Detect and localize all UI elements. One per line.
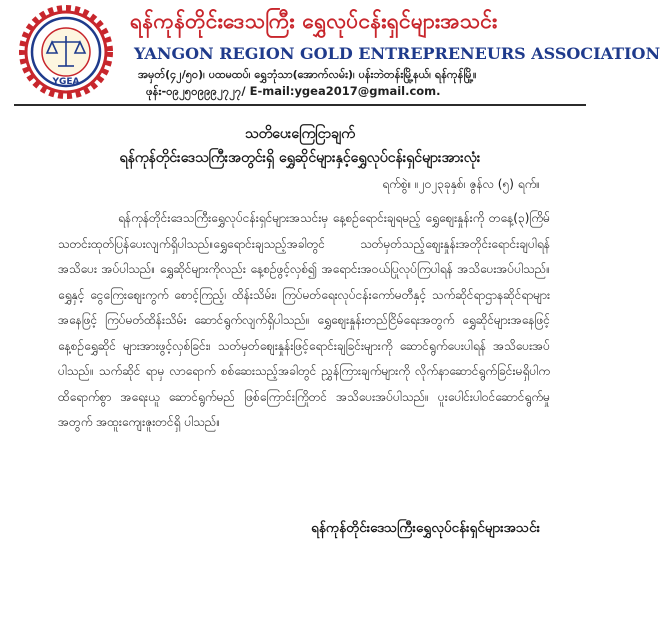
org-name-myanmar: ရန်ကုန်တိုင်းဒေသကြီး ရွှေလုပ်ငန်းရှင်များအသင်း bbox=[130, 9, 498, 33]
header-divider bbox=[14, 104, 586, 106]
logo-text: YGEA bbox=[52, 77, 80, 87]
notice-date: ရက်စွဲ။ ။၂၀၂၃ခုနှစ်၊ ဇွန်လ (၅) ရက်။ bbox=[382, 177, 540, 191]
org-address: အမှတ်(၄၂/၅၀)၊ ပထမထပ်၊ ရွှေဘုံသာ(အောက်လမ်း)၊ ပန်းဘဲတန်းမြို့နယ်၊ ရန်ကုန်မြို့။ bbox=[138, 68, 477, 81]
org-name-english: YANGON REGION GOLD ENTREPRENEURS ASSOCIATION bbox=[134, 44, 660, 63]
org-contact: ဖုန်း-၀၉၂၅၀၉၉၉၂၇၂၇/ E-mail:ygea2017@gmail.com. bbox=[146, 84, 441, 98]
letterhead bbox=[0, 0, 660, 100]
notice-subtitle: ရန်ကုန်တိုင်းဒေသကြီးအတွင်းရှိ ရွှေဆိုင်များနှင့်ရွှေလုပ်ငန်းရှင်များအားလုံး bbox=[119, 150, 481, 166]
signature-block: ရန်ကုန်တိုင်းဒေသကြီးရွှေလုပ်ငန်းရှင်များအသင်း bbox=[311, 520, 540, 536]
notice-body: ရန်ကုန်တိုင်းဒေသကြီးရွှေလုပ်ငန်းရှင်များအသင်းမှ နေ့စဉ်ရောင်းချရမည့် ရွှေစျေးနှုန်းကို တနေ့(၃)ကြိမ် သတင်းထုတ်ပြန်ပေးလျက်ရှိပါသည်။ရွှေရောင်းချသည့်အခါတွင် သတ်မှတ်သည့်စျေးနှုန်းအတိုင်းရောင်းချပါရန် အသိပေး အပ်ပါသည်။ ရွှေဆိုင်များကိုလည်း နေ့စဉ်ဖွင့်လှစ်၍ အရောင်းအဝယ်ပြုလုပ်ကြပါရန် အသိပေးအပ်ပါသည်။ ရွှေနှင့် ငွေကြေးစျေးကွက် စောင့်ကြည့်၊ ထိန်းသိမ်း၊ ကြပ်မတ်ရေးလုပ်ငန်းကော်မတီနှင့် သက်ဆိုင်ရာဌာနဆိုင်ရာများအနေဖြင့် ကြပ်မတ်ထိန်းသိမ်း ဆောင်ရွက်လျက်ရှိပါသည်။ ရွှေစျေးနှုန်းတည်ငြိမ်ရေးအတွက် ရွှေဆိုင်များအနေဖြင့် နေ့စဉ်ရွှေဆိုင် များအားဖွင့်လှစ်ခြင်း၊ သတ်မှတ်စျေးနှုန်းဖြင့်ရောင်းချခြင်းများကို ဆောင်ရွက်ပေးပါရန် အသိပေးအပ်ပါသည်။ သက်ဆိုင် ရာမှ လာရောက် စစ်ဆေးသည့်အခါတွင် ညွှန်ကြားချက်များကို လိုက်နာဆောင်ရွက်ခြင်းမရှိပါက ထိရောက်စွာ အရေးယူ ဆောင်ရွက်မည် ဖြစ်ကြောင်းကြိုတင် အသိပေးအပ်ပါသည်။ ပူးပေါင်းပါဝင်ဆောင်ရွက်မှုအတွက် အထူးကျေးဇူးတင်ရှိ ပါသည်။ bbox=[58, 211, 550, 429]
ygea-logo bbox=[20, 6, 112, 98]
notice-title: သတိပေးကြေငြာချက် bbox=[245, 126, 355, 142]
